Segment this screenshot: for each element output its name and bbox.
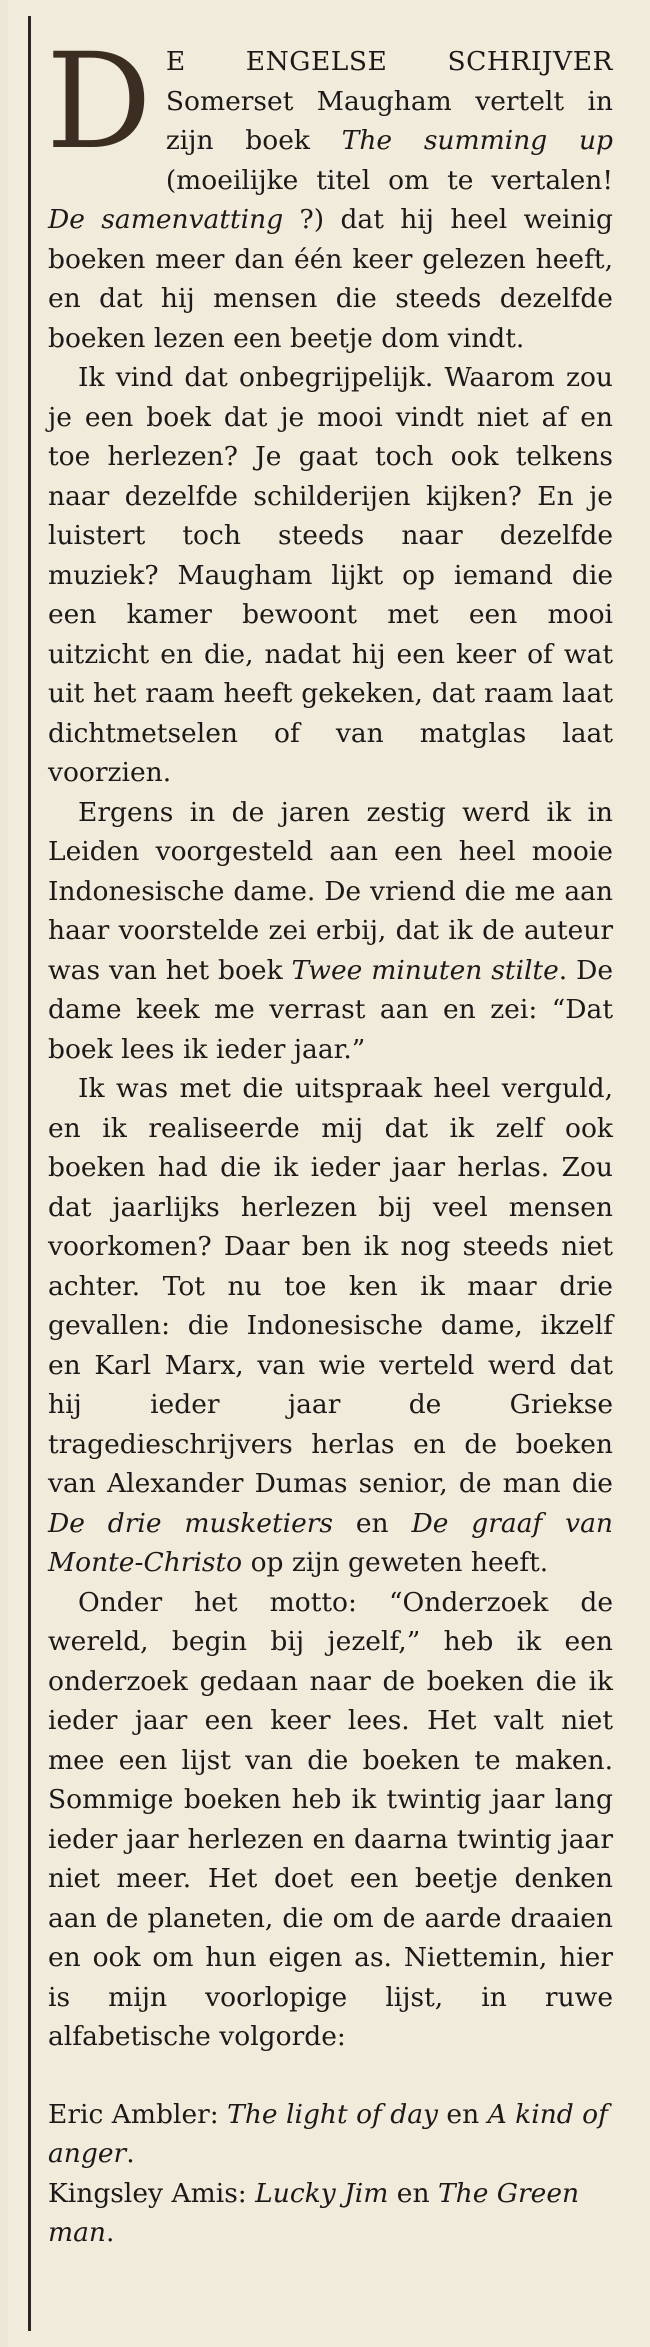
article-column [46,25,614,2253]
book-list-entry: Eric Ambler: The light of day en A kind of anger. [48,2098,608,2169]
book-title: Twee minuten stilte [291,954,559,986]
list-gap [48,2057,613,2095]
paragraph-1 [46,25,613,358]
column-rule [28,16,31,2331]
book-title: De drie musketiers [48,1507,334,1539]
book-title: De samenvatting [48,204,284,235]
newspaper-page [8,0,650,2347]
book-title: Lucky Jim [255,2177,389,2209]
book-title: The Green man [48,2177,580,2248]
paragraph-4: Ik was met die uitspraak heel verguld, en ik realiseerde mij dat ik zelf ook boeken had die ik ieder jaar herlas. Zou dat jaarlijks herlezen bij veel mensen voorkomen? Daar ben ik nog steeds niet achter. Tot nu toe ken ik maar drie gevallen: die Indonesische dame, ikzelf en Karl Marx, van wie verteld werd dat hij ieder jaar de Griekse tragedieschrijvers herlas en de boeken van Alexander Dumas senior, de man die De drie musketiers en De graaf van Monte-Christo op zijn geweten heeft. [48,1073,613,1578]
book-title: De graaf van Monte-Christo [48,1507,613,1578]
paragraph-3: Ergens in de jaren zestig werd ik in Leiden voorgesteld aan een heel mooie Indonesische dame. De vriend die me aan haar voorstelde zei erbij, dat ik de auteur was van het boek Twee minuten stilte. De dame keek me verrast aan en zei: “Dat boek lees ik ieder jaar.” [48,796,614,1065]
paragraph-1-text: Somerset Maugham vertelt in zijn boek The summing up (moeilijke titel om te vertalen! De samenvatting ?) dat hij heel weinig boeken meer dan één keer gelezen heeft, en dat hij mensen die steeds dezelfde boeken lezen een beetje dom vindt. [48,85,613,354]
lead-caps: E ENGELSE SCHRIJVER [165,46,613,77]
book-title: The summing up [341,125,613,156]
book-title: A kind of anger [48,2098,608,2169]
drop-cap: D [46,25,152,179]
book-list-entry: Kingsley Amis: Lucky Jim en The Green man. [48,2177,580,2248]
paragraph-5: Onder het motto: “Onderzoek de wereld, begin bij jezelf,” heb ik een onderzoek gedaan naar de boeken die ik ieder jaar een keer lees. Het valt niet mee een lijst van die boeken te maken. Sommige boeken heb ik twintig jaar lang ieder jaar herlezen en daarna twintig jaar niet meer. Het doet een beetje denken aan de planeten, die om de aarde draaien en ook om hun eigen as. Niettemin, hier is mijn voorlopige lijst, in ruwe alfabetische volgorde: [48,1586,613,2052]
book-title: The light of day [227,2098,438,2130]
paragraph-2: Ik vind dat onbegrijpelijk. Waarom zou je een boek dat je mooi vindt niet af en toe herlezen? Je gaat toch ook telkens naar dezelfde schilderijen kijken? En je luistert toch steeds naar dezelfde muziek? Maugham lijkt op iemand die een kamer bewoont met een mooi uitzicht en die, nadat hij een keer of wat uit het raam heeft gekeken, dat raam laat dichtmetselen of van matglas laat voorzien. [48,362,613,788]
